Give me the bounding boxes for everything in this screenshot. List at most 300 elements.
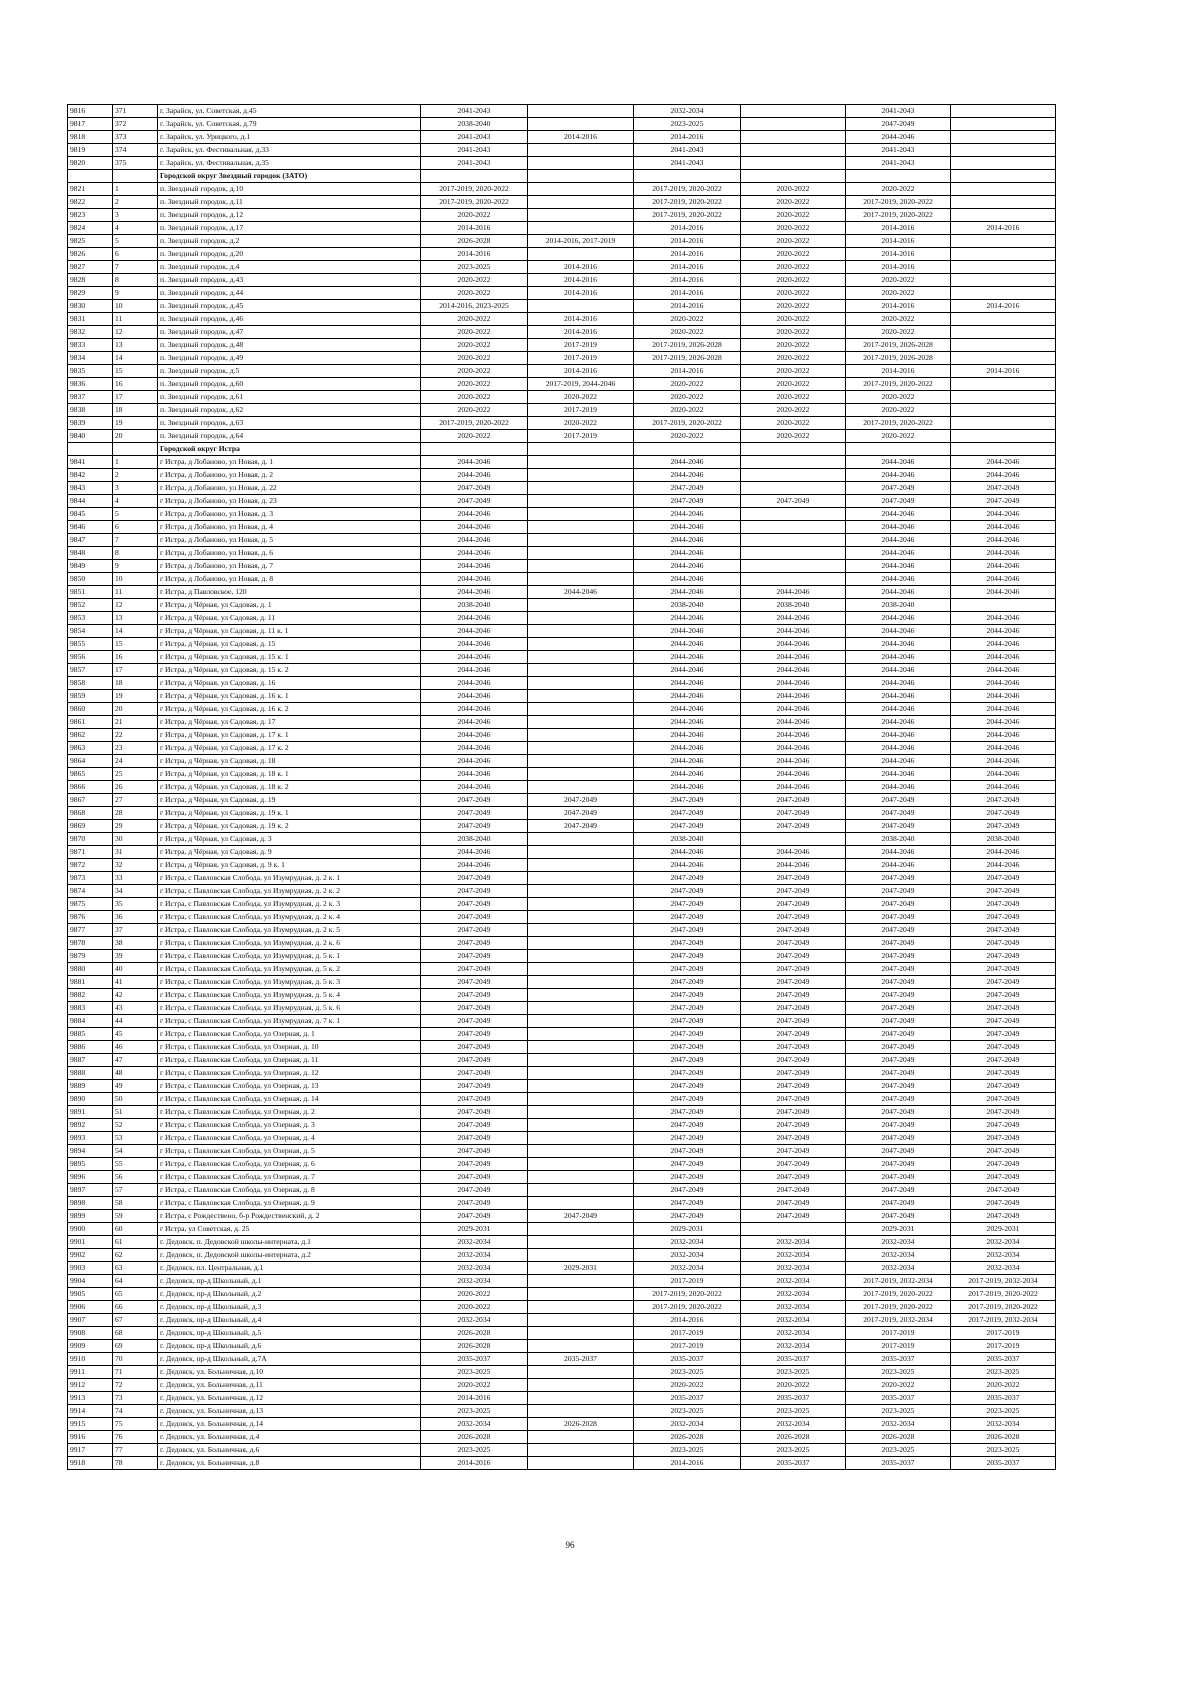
- cell-address: п. Звездный городок, д.17: [158, 222, 421, 235]
- cell-period: [528, 1028, 634, 1041]
- cell-period: 2017-2019, 2026-2028: [846, 339, 951, 352]
- cell-period: [528, 599, 634, 612]
- cell-record-id: 9816: [68, 105, 113, 118]
- cell-period: 2047-2049: [741, 937, 846, 950]
- cell-period: 2017-2019, 2026-2028: [846, 352, 951, 365]
- cell-address: г. Дедовск, пр-д Школьный, д.2: [158, 1288, 421, 1301]
- cell-period: [741, 131, 846, 144]
- cell-period: 2032-2034: [846, 1249, 951, 1262]
- cell-period: 2041-2043: [634, 144, 741, 157]
- cell-period: 2047-2049: [634, 1054, 741, 1067]
- cell-period: [741, 105, 846, 118]
- table-row: [68, 118, 1056, 131]
- cell-period: 2044-2046: [846, 846, 951, 859]
- cell-address: г Истра, с Павловская Слобода, ул Озерная, д. 10: [158, 1041, 421, 1054]
- cell-period: 2032-2034: [634, 1418, 741, 1431]
- cell-record-id: 9845: [68, 508, 113, 521]
- cell-record-id: 9886: [68, 1041, 113, 1054]
- cell-period: [528, 612, 634, 625]
- cell-period: 2047-2049: [951, 1158, 1056, 1171]
- cell-item-number: 7: [113, 534, 158, 547]
- cell-period: 2044-2046: [951, 781, 1056, 794]
- cell-item-number: 41: [113, 976, 158, 989]
- cell-record-id: 9887: [68, 1054, 113, 1067]
- cell-record-id: 9833: [68, 339, 113, 352]
- table-row: [68, 937, 1056, 950]
- cell-address: п. Звездный городок, д.12: [158, 209, 421, 222]
- cell-period: 2047-2049: [741, 1132, 846, 1145]
- cell-period: 2044-2046: [421, 469, 528, 482]
- cell-period: 2020-2022: [741, 430, 846, 443]
- cell-period: 2044-2046: [421, 534, 528, 547]
- cell-item-number: 28: [113, 807, 158, 820]
- cell-period: 2044-2046: [951, 521, 1056, 534]
- cell-period: 2032-2034: [421, 1314, 528, 1327]
- cell-record-id: 9856: [68, 651, 113, 664]
- cell-item-number: 62: [113, 1249, 158, 1262]
- cell-period: 2020-2022: [741, 417, 846, 430]
- cell-period: 2047-2049: [951, 807, 1056, 820]
- cell-item-number: 58: [113, 1197, 158, 1210]
- cell-period: 2014-2016: [634, 131, 741, 144]
- cell-period: 2047-2049: [846, 1119, 951, 1132]
- cell-period: 2047-2049: [846, 937, 951, 950]
- cell-record-id: 9892: [68, 1119, 113, 1132]
- cell-period: 2047-2049: [421, 898, 528, 911]
- cell-record-id: 9890: [68, 1093, 113, 1106]
- cell-period: 2047-2049: [634, 885, 741, 898]
- cell-period: 2047-2049: [421, 1119, 528, 1132]
- cell-period: [528, 911, 634, 924]
- cell-address: г Истра, с Павловская Слобода, ул Изумрудная, д. 2 к. 2: [158, 885, 421, 898]
- cell-address: г Истра, с Павловская Слобода, ул Изумрудная, д. 2 к. 6: [158, 937, 421, 950]
- cell-period: 2020-2022: [846, 274, 951, 287]
- cell-item-number: 18: [113, 404, 158, 417]
- cell-period: 2047-2049: [741, 989, 846, 1002]
- cell-period: 2044-2046: [421, 664, 528, 677]
- cell-period: 2044-2046: [634, 586, 741, 599]
- cell-period: 2047-2049: [846, 1106, 951, 1119]
- cell-period: 2032-2034: [634, 105, 741, 118]
- table-row: [68, 625, 1056, 638]
- cell-period: 2035-2037: [741, 1392, 846, 1405]
- table-row: [68, 885, 1056, 898]
- cell-period: [951, 261, 1056, 274]
- cell-record-id: 9906: [68, 1301, 113, 1314]
- cell-period: 2026-2028: [846, 1431, 951, 1444]
- table-row: [68, 274, 1056, 287]
- cell-period: 2047-2049: [634, 482, 741, 495]
- empty-cell: [951, 170, 1056, 183]
- cell-address: п. Звездный городок, д.46: [158, 313, 421, 326]
- cell-period: 2047-2049: [951, 898, 1056, 911]
- cell-period: 2020-2022: [846, 313, 951, 326]
- cell-address: г Истра, д Чёрная, ул Садовая, д. 17 к. 1: [158, 729, 421, 742]
- cell-address: г Истра, с Павловская Слобода, ул Изумрудная, д. 5 к. 2: [158, 963, 421, 976]
- cell-period: 2047-2049: [846, 1093, 951, 1106]
- cell-period: 2047-2049: [741, 1119, 846, 1132]
- cell-period: 2038-2040: [741, 599, 846, 612]
- cell-item-number: 71: [113, 1366, 158, 1379]
- cell-period: [528, 859, 634, 872]
- cell-period: 2047-2049: [421, 911, 528, 924]
- cell-record-id: 9831: [68, 313, 113, 326]
- cell-period: [528, 664, 634, 677]
- cell-period: [528, 547, 634, 560]
- cell-period: 2047-2049: [846, 1015, 951, 1028]
- cell-record-id: 9835: [68, 365, 113, 378]
- cell-period: 2047-2049: [634, 1093, 741, 1106]
- cell-period: 2014-2016: [846, 222, 951, 235]
- cell-period: [528, 144, 634, 157]
- cell-period: 2017-2019: [951, 1327, 1056, 1340]
- cell-period: 2014-2016: [634, 1457, 741, 1470]
- cell-record-id: 9896: [68, 1171, 113, 1184]
- cell-item-number: 49: [113, 1080, 158, 1093]
- cell-record-id: 9912: [68, 1379, 113, 1392]
- cell-record-id: 9838: [68, 404, 113, 417]
- cell-record-id: 9829: [68, 287, 113, 300]
- cell-period: 2029-2031: [634, 1223, 741, 1236]
- cell-period: 2023-2025: [951, 1444, 1056, 1457]
- cell-item-number: 45: [113, 1028, 158, 1041]
- cell-period: [528, 1340, 634, 1353]
- cell-address: г Истра, с Павловская Слобода, ул Изумрудная, д. 5 к. 3: [158, 976, 421, 989]
- cell-period: 2044-2046: [741, 729, 846, 742]
- cell-period: 2020-2022: [421, 339, 528, 352]
- cell-record-id: 9918: [68, 1457, 113, 1470]
- cell-address: г Истра, д Чёрная, ул Садовая, д. 15 к. 2: [158, 664, 421, 677]
- cell-period: 2044-2046: [846, 638, 951, 651]
- cell-item-number: 13: [113, 612, 158, 625]
- cell-period: 2032-2034: [634, 1262, 741, 1275]
- cell-period: 2038-2040: [846, 599, 951, 612]
- cell-period: [528, 1223, 634, 1236]
- cell-record-id: 9825: [68, 235, 113, 248]
- cell-item-number: 61: [113, 1236, 158, 1249]
- cell-period: 2032-2034: [421, 1418, 528, 1431]
- cell-item-number: 371: [113, 105, 158, 118]
- cell-period: 2017-2019, 2032-2034: [951, 1314, 1056, 1327]
- cell-record-id: 9865: [68, 768, 113, 781]
- cell-period: 2017-2019, 2020-2022: [634, 183, 741, 196]
- cell-period: 2047-2049: [528, 820, 634, 833]
- cell-period: [528, 846, 634, 859]
- cell-period: 2044-2046: [741, 742, 846, 755]
- table-row: [68, 300, 1056, 313]
- cell-item-number: 6: [113, 248, 158, 261]
- cell-item-number: 73: [113, 1392, 158, 1405]
- cell-address: г Истра, с Павловская Слобода, ул Озерная, д. 6: [158, 1158, 421, 1171]
- cell-item-number: 77: [113, 1444, 158, 1457]
- cell-record-id: 9840: [68, 430, 113, 443]
- cell-period: 2023-2025: [741, 1366, 846, 1379]
- cell-record-id: 9828: [68, 274, 113, 287]
- cell-period: 2017-2019, 2044-2046: [528, 378, 634, 391]
- cell-item-number: 29: [113, 820, 158, 833]
- cell-period: [951, 599, 1056, 612]
- table-row: [68, 924, 1056, 937]
- table-row: [68, 339, 1056, 352]
- cell-period: 2026-2028: [421, 1327, 528, 1340]
- cell-period: 2020-2022: [741, 352, 846, 365]
- cell-period: [741, 833, 846, 846]
- cell-item-number: 23: [113, 742, 158, 755]
- table-row: [68, 1210, 1056, 1223]
- cell-period: 2035-2037: [846, 1392, 951, 1405]
- cell-period: 2020-2022: [634, 1379, 741, 1392]
- cell-record-id: 9823: [68, 209, 113, 222]
- cell-period: 2047-2049: [951, 885, 1056, 898]
- cell-item-number: 66: [113, 1301, 158, 1314]
- cell-period: [528, 521, 634, 534]
- cell-address: г Истра, д Чёрная, ул Садовая, д. 17: [158, 716, 421, 729]
- cell-address: г Истра, д Чёрная, ул Садовая, д. 15 к. 1: [158, 651, 421, 664]
- table-row: [68, 1262, 1056, 1275]
- cell-period: 2032-2034: [421, 1249, 528, 1262]
- cell-period: 2020-2022: [741, 339, 846, 352]
- cell-address: г Истра, с Павловская Слобода, ул Озерная, д. 12: [158, 1067, 421, 1080]
- cell-period: 2044-2046: [634, 690, 741, 703]
- cell-period: 2044-2046: [741, 625, 846, 638]
- cell-record-id: 9834: [68, 352, 113, 365]
- cell-period: [528, 1171, 634, 1184]
- cell-period: [528, 833, 634, 846]
- cell-period: 2029-2031: [421, 1223, 528, 1236]
- cell-period: 2047-2049: [528, 807, 634, 820]
- cell-period: 2035-2037: [741, 1457, 846, 1470]
- cell-period: [528, 1002, 634, 1015]
- cell-item-number: 48: [113, 1067, 158, 1080]
- cell-period: [528, 898, 634, 911]
- cell-record-id: 9837: [68, 391, 113, 404]
- cell-item-number: 32: [113, 859, 158, 872]
- cell-record-id: 9894: [68, 1145, 113, 1158]
- cell-period: 2014-2016: [846, 248, 951, 261]
- cell-period: 2047-2049: [846, 1067, 951, 1080]
- table-row: [68, 781, 1056, 794]
- cell-period: 2035-2037: [421, 1353, 528, 1366]
- cell-record-id: 9824: [68, 222, 113, 235]
- cell-record-id: 9867: [68, 794, 113, 807]
- cell-address: г Истра, с Павловская Слобода, ул Озерная, д. 7: [158, 1171, 421, 1184]
- cell-item-number: 26: [113, 781, 158, 794]
- cell-item-number: 74: [113, 1405, 158, 1418]
- cell-period: 2014-2016: [528, 313, 634, 326]
- cell-address: г Истра, с Павловская Слобода, ул Изумрудная, д. 2 к. 5: [158, 924, 421, 937]
- cell-item-number: 65: [113, 1288, 158, 1301]
- cell-item-number: 15: [113, 365, 158, 378]
- cell-period: 2020-2022: [741, 404, 846, 417]
- cell-period: [741, 560, 846, 573]
- cell-record-id: 9846: [68, 521, 113, 534]
- cell-period: 2047-2049: [846, 950, 951, 963]
- cell-period: [951, 144, 1056, 157]
- cell-period: [741, 547, 846, 560]
- cell-address: г Истра, д Чёрная, ул Садовая, д. 11 к. 1: [158, 625, 421, 638]
- cell-period: 2041-2043: [634, 157, 741, 170]
- cell-record-id: 9841: [68, 456, 113, 469]
- cell-item-number: 24: [113, 755, 158, 768]
- cell-record-id: 9917: [68, 1444, 113, 1457]
- cell-period: 2020-2022: [846, 404, 951, 417]
- cell-item-number: 72: [113, 1379, 158, 1392]
- cell-period: 2047-2049: [741, 1158, 846, 1171]
- cell-record-id: 9830: [68, 300, 113, 313]
- table-row: [68, 1093, 1056, 1106]
- cell-period: 2029-2031: [951, 1223, 1056, 1236]
- cell-period: 2047-2049: [951, 1067, 1056, 1080]
- table-row: [68, 1158, 1056, 1171]
- cell-period: 2047-2049: [634, 1184, 741, 1197]
- cell-period: 2014-2016: [421, 1392, 528, 1405]
- cell-record-id: 9832: [68, 326, 113, 339]
- cell-record-id: 9850: [68, 573, 113, 586]
- table-row: [68, 1353, 1056, 1366]
- cell-record-id: 9869: [68, 820, 113, 833]
- cell-period: 2032-2034: [741, 1314, 846, 1327]
- cell-period: 2047-2049: [951, 976, 1056, 989]
- cell-period: 2044-2046: [634, 703, 741, 716]
- table-row: [68, 326, 1056, 339]
- cell-period: 2020-2022: [741, 196, 846, 209]
- cell-period: 2047-2049: [634, 963, 741, 976]
- cell-address: п. Звездный городок, д.48: [158, 339, 421, 352]
- table-row: [68, 1366, 1056, 1379]
- document-page: [67, 104, 1055, 1470]
- empty-cell: [68, 443, 113, 456]
- cell-item-number: 27: [113, 794, 158, 807]
- cell-period: 2044-2046: [421, 859, 528, 872]
- cell-period: [951, 248, 1056, 261]
- cell-record-id: 9862: [68, 729, 113, 742]
- cell-period: 2044-2046: [741, 755, 846, 768]
- cell-period: 2047-2049: [846, 807, 951, 820]
- cell-period: 2047-2049: [741, 1080, 846, 1093]
- cell-period: 2032-2034: [846, 1236, 951, 1249]
- cell-item-number: 54: [113, 1145, 158, 1158]
- table-row: [68, 534, 1056, 547]
- cell-item-number: 59: [113, 1210, 158, 1223]
- cell-address: п. Звездный городок, д.62: [158, 404, 421, 417]
- cell-period: 2044-2046: [421, 846, 528, 859]
- cell-period: 2035-2037: [846, 1457, 951, 1470]
- cell-period: 2047-2049: [951, 872, 1056, 885]
- cell-period: 2020-2022: [741, 183, 846, 196]
- table-row: [68, 417, 1056, 430]
- table-row: [68, 820, 1056, 833]
- cell-period: 2044-2046: [634, 638, 741, 651]
- cell-period: 2047-2049: [846, 1028, 951, 1041]
- cell-address: г Истра, д Чёрная, ул Садовая, д. 16 к. 1: [158, 690, 421, 703]
- cell-item-number: 19: [113, 417, 158, 430]
- cell-period: [528, 1197, 634, 1210]
- cell-period: 2041-2043: [421, 144, 528, 157]
- table-row: [68, 352, 1056, 365]
- cell-period: 2014-2016: [846, 235, 951, 248]
- cell-address: г Истра, д Чёрная, ул Садовая, д. 1: [158, 599, 421, 612]
- cell-period: 2044-2046: [421, 638, 528, 651]
- cell-record-id: 9880: [68, 963, 113, 976]
- cell-period: 2035-2037: [634, 1392, 741, 1405]
- cell-record-id: 9847: [68, 534, 113, 547]
- cell-address: г. Дедовск, пр-д Школьный, д.3: [158, 1301, 421, 1314]
- cell-period: 2020-2022: [528, 417, 634, 430]
- cell-period: [528, 482, 634, 495]
- cell-item-number: 10: [113, 300, 158, 313]
- cell-record-id: 9860: [68, 703, 113, 716]
- cell-period: 2041-2043: [421, 131, 528, 144]
- cell-period: 2047-2049: [421, 950, 528, 963]
- cell-item-number: 18: [113, 677, 158, 690]
- cell-address: г. Дедовск, ул. Больничная, д.8: [158, 1457, 421, 1470]
- cell-period: [741, 521, 846, 534]
- cell-period: [951, 105, 1056, 118]
- cell-address: г Истра, с Павловская Слобода, ул Озерная, д. 11: [158, 1054, 421, 1067]
- cell-period: 2038-2040: [634, 833, 741, 846]
- cell-period: 2047-2049: [951, 1132, 1056, 1145]
- cell-record-id: 9864: [68, 755, 113, 768]
- cell-record-id: 9877: [68, 924, 113, 937]
- table-row: [68, 183, 1056, 196]
- section-title: Городской округ Звездный городок (ЗАТО): [158, 170, 421, 183]
- cell-period: 2047-2049: [421, 1041, 528, 1054]
- cell-period: 2047-2049: [846, 885, 951, 898]
- cell-period: 2020-2022: [741, 287, 846, 300]
- cell-address: г Истра, д Чёрная, ул Садовая, д. 16 к. 2: [158, 703, 421, 716]
- cell-period: 2017-2019, 2020-2022: [951, 1288, 1056, 1301]
- table-row: [68, 157, 1056, 170]
- table-row: [68, 846, 1056, 859]
- cell-item-number: 11: [113, 313, 158, 326]
- cell-period: 2047-2049: [421, 1145, 528, 1158]
- cell-address: г Истра, с Рождествено, б-р Рождественский, д. 2: [158, 1210, 421, 1223]
- cell-period: 2047-2049: [634, 820, 741, 833]
- table-row: [68, 1457, 1056, 1470]
- cell-period: 2044-2046: [951, 677, 1056, 690]
- cell-record-id: 9852: [68, 599, 113, 612]
- cell-period: [528, 885, 634, 898]
- cell-address: г Истра, д Чёрная, ул Садовая, д. 9: [158, 846, 421, 859]
- cell-period: [951, 326, 1056, 339]
- cell-address: п. Звездный городок, д.47: [158, 326, 421, 339]
- cell-period: 2044-2046: [951, 846, 1056, 859]
- cell-period: 2047-2049: [741, 950, 846, 963]
- cell-address: п. Звездный городок, д.5: [158, 365, 421, 378]
- cell-period: 2047-2049: [846, 495, 951, 508]
- cell-period: 2047-2049: [951, 794, 1056, 807]
- cell-period: 2044-2046: [846, 729, 951, 742]
- cell-period: 2032-2034: [741, 1340, 846, 1353]
- cell-period: 2026-2028: [421, 1340, 528, 1353]
- section-row: [68, 170, 1056, 183]
- cell-period: 2017-2019, 2020-2022: [846, 378, 951, 391]
- cell-period: 2047-2049: [421, 924, 528, 937]
- cell-record-id: 9871: [68, 846, 113, 859]
- cell-period: 2047-2049: [846, 794, 951, 807]
- cell-record-id: 9872: [68, 859, 113, 872]
- cell-period: 2020-2022: [846, 430, 951, 443]
- empty-cell: [421, 443, 528, 456]
- cell-period: 2047-2049: [741, 820, 846, 833]
- cell-period: 2044-2046: [528, 586, 634, 599]
- cell-period: [528, 560, 634, 573]
- cell-period: 2044-2046: [951, 690, 1056, 703]
- table-row: [68, 482, 1056, 495]
- cell-item-number: 34: [113, 885, 158, 898]
- cell-record-id: 9916: [68, 1431, 113, 1444]
- cell-period: 2047-2049: [951, 1015, 1056, 1028]
